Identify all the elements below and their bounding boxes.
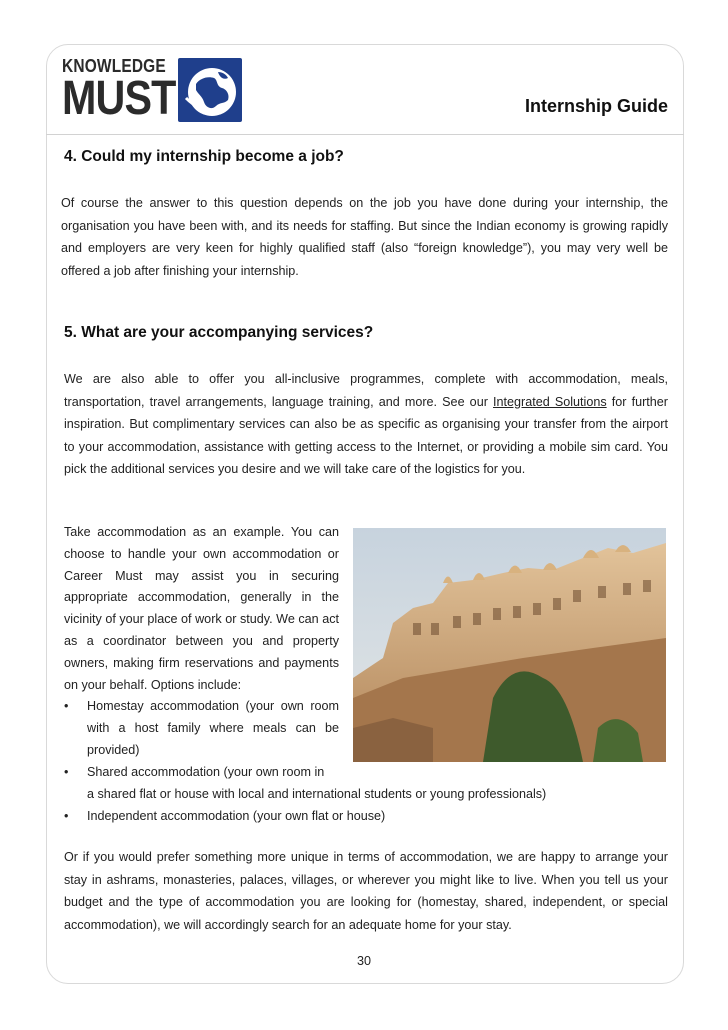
- header-divider: [46, 134, 684, 135]
- document-title: Internship Guide: [524, 96, 668, 116]
- section-4-body: Of course the answer to this question depends on the job you have done during your internship, the organisation you have been with, and its needs for staffing. But since the Indian economy is growing rapidly and employers are very keen for highly qualified staff (also “foreign knowledge”), you may very well be offered a job after finishing your internship.: [61, 196, 668, 278]
- integrated-solutions-link[interactable]: Integrated Solutions: [493, 394, 607, 409]
- page-frame: [46, 44, 684, 984]
- bullet-icon: •: [64, 809, 69, 823]
- palace-photo: [353, 528, 666, 762]
- section-5-body: [64, 368, 668, 481]
- accommodation-closing: Or if you would prefer something more unique in terms of accommodation, we are happy to arrange your stay in ashrams, monasteries, palaces, villages, or wherever you might like to live. When you tell us your budget and the type of accommodation you are looking for (homestay, shared, independent, or special accommodation), we will accordingly search for an adequate home for your stay.: [64, 850, 668, 932]
- option-shared-text: [87, 762, 668, 806]
- knowledge-must-logo: [62, 56, 244, 126]
- section-5-heading: 5. What are your accompanying services?: [64, 324, 374, 341]
- option-shared-line-rest: a shared flat or house with local and international students or young professionals): [87, 786, 547, 801]
- bullet-icon: •: [64, 765, 69, 779]
- option-homestay-line-rest: room with a host family where meals can be provided): [87, 699, 340, 757]
- option-shared-line-1: Shared accommodation (your own room in: [87, 765, 325, 779]
- page-number: 30: [356, 954, 371, 968]
- option-shared: [64, 762, 668, 806]
- option-homestay: [64, 696, 339, 762]
- option-independent: [64, 806, 668, 828]
- option-homestay-line-1: Homestay accommodation (your own: [87, 699, 304, 713]
- option-independent-text: Independent accommodation (your own flat or house): [87, 809, 386, 823]
- section-5-body-part-2: for further inspiration. But complimentary services can also be as specific as organising your transfer from the airport to your accommodation, assistance with getting access to the Internet, or providing a mobile sim card. You pick the additional services you desire and we will take care of the logistics for you.: [64, 394, 668, 476]
- logo-line-2: MUST: [62, 72, 176, 125]
- accommodation-intro: Take accommodation as an example. You can choose to handle your own accommodation or Career Must may assist you in securing appropriate accommodation, generally in the vicinity of your place of work or study. We can act as a coordinator between you and property owners, making firm reservations and payments on your behalf. Options include:: [64, 525, 339, 692]
- section-5-body-part-1: We are also able to offer you all-inclusive programmes, complete with accommodation, meals, transportation, travel arrangements, language training, and more. See our: [64, 372, 668, 409]
- logo-line-1: KNOWLEDGE: [62, 56, 166, 76]
- globe-icon: [178, 58, 242, 122]
- bullet-icon: •: [64, 699, 69, 713]
- option-homestay-text: [87, 696, 339, 761]
- section-4-heading: 4. Could my internship become a job?: [64, 148, 344, 165]
